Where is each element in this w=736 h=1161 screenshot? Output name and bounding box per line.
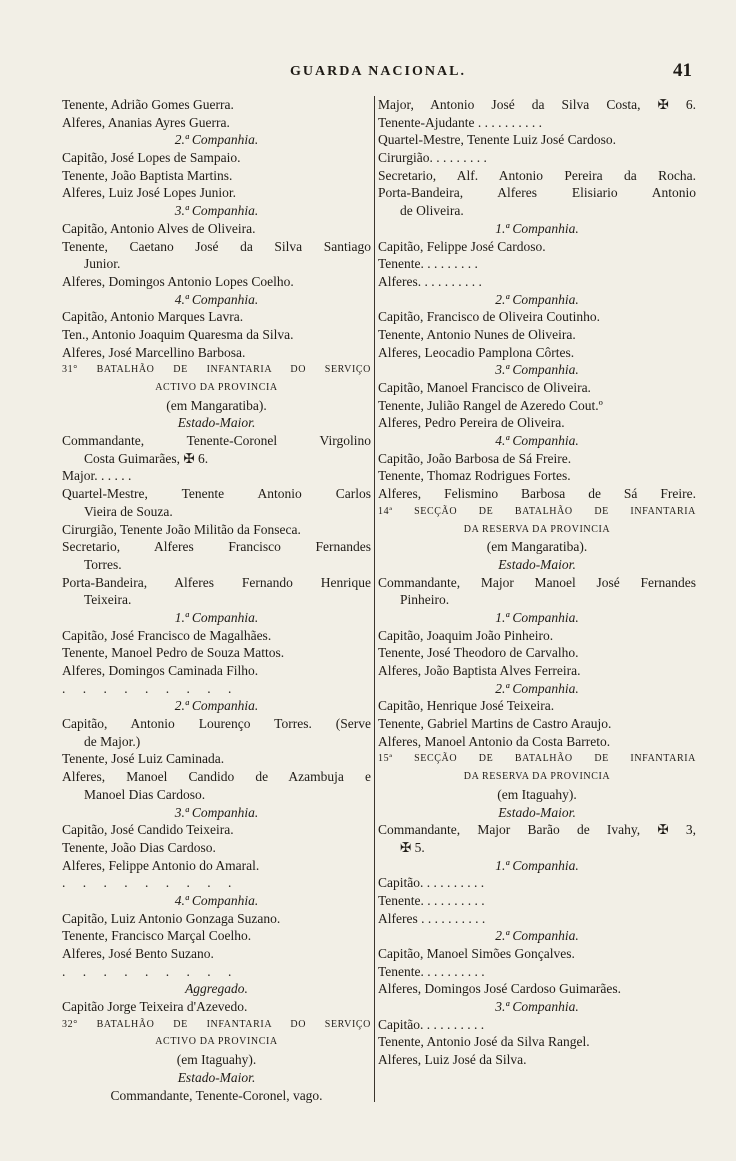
battalion-heading: 15ª SECÇÃO DE BATALHÃO DE INFANTARIA (378, 753, 696, 765)
text-line: Alferes, Felismino Barbosa de Sá Freire. (378, 486, 696, 502)
section-heading: 1.ª Companhia. (174, 609, 259, 625)
text-line: Capitão, José Lopes de Sampaio. (62, 150, 241, 166)
text-line: Capitão, Manoel Francisco de Oliveira. (378, 380, 591, 395)
section-heading: 3.ª Companhia. (174, 804, 259, 820)
text-line: Tenente. . . . . . . . . . (378, 963, 485, 979)
text-line: Alferes, Domingos José Cardoso Guimarães. (378, 981, 621, 997)
page-header (62, 60, 694, 88)
text-line: Commandante, Major Barão de Ivahy, ✠ 3, (378, 822, 696, 838)
text-line: Capitão, Francisco de Oliveira Coutinho. (378, 309, 600, 325)
text-line: Capitão. . . . . . . . . . (378, 875, 485, 891)
text-line: Tenente, Antonio Nunes de Oliveira. (378, 326, 576, 342)
text-line: Tenente, João Dias Cardoso. (62, 839, 216, 855)
text-line: Alferes, José Marcellino Barbosa. (62, 344, 246, 360)
text-line: Porta-Bandeira, Alferes Elisiario Antonio (378, 185, 696, 201)
section-heading: Estado-Maior. (177, 1069, 256, 1085)
section-heading: 2.ª Companhia. (495, 291, 579, 307)
text-line: Capitão, José Candido Teixeira. (62, 822, 234, 838)
text-line: Tenente. . . . . . . . . . (378, 892, 485, 908)
text-line: Capitão. . . . . . . . . . (378, 1016, 485, 1032)
section-heading: DA RESERVA DA PROVINCIA (463, 771, 611, 783)
text-line: Alferes, Domingos Antonio Lopes Coelho. (62, 273, 294, 289)
text-line: Alferes, Felippe Antonio do Amaral. (62, 857, 260, 873)
text-line: Capitão, José Francisco de Magalhães. (62, 627, 272, 643)
text-line: Tenente, João Baptista Martins. (62, 167, 233, 183)
text-line: Alferes, João Baptista Alves Ferreira. (378, 663, 581, 678)
section-heading: ACTIVO DA PROVINCIA (155, 1036, 278, 1048)
text-line: Tenente. . . . . . . . . (378, 256, 478, 272)
text-line: Alferes, Manoel Candido de Azambuja e (62, 769, 371, 785)
text-line: Capitão, Joaquim João Pinheiro. (378, 627, 554, 643)
section-heading: 2.ª Companhia. (495, 680, 579, 696)
section-heading: 1.ª Companhia. (495, 609, 579, 625)
section-heading: 4.ª Companhia. (495, 433, 579, 449)
text-line: Tenente, Thomaz Rodrigues Fortes. (378, 468, 571, 484)
right-column (378, 96, 696, 1069)
section-heading: Estado-Maior. (498, 804, 576, 820)
text-line: Vieira de Souza. (84, 503, 173, 519)
section-heading: Aggregado. (185, 981, 248, 997)
column-rule (374, 96, 375, 1102)
text-line: Alferes, Leocadio Pamplona Côrtes. (378, 344, 575, 360)
text-line: Tenente, Francisco Marçal Coelho. (62, 928, 252, 944)
text-line: Tenente, Antonio José da Silva Rangel. (378, 1034, 590, 1050)
text-line: Major, Antonio José da Silva Costa, ✠ 6. (378, 97, 696, 112)
section-heading: 3.ª Companhia. (495, 362, 579, 378)
left-column (62, 96, 371, 1104)
page-number: 41 (673, 60, 692, 81)
text-line: Ten., Antonio Joaquim Quaresma da Silva. (62, 326, 294, 342)
text-line: (em Itaguahy). (176, 1052, 257, 1068)
text-line: Costa Guimarães, ✠ 6. (84, 450, 209, 466)
text-line: Capitão, Felippe José Cardoso. (378, 238, 546, 254)
text-line: (em Mangaratiba). (166, 397, 267, 413)
text-line: Commandante, Major Manoel José Fernandes (378, 574, 696, 590)
text-line: Tenente, Gabriel Martins de Castro Araujo. (378, 716, 612, 732)
text-line: Tenente, Adrião Gomes Guerra. (62, 97, 234, 112)
text-line: Torres. (84, 556, 122, 572)
text-line: Capitão, Antonio Lourenço Torres. (Serve (62, 716, 371, 732)
text-line: de Major.) (84, 733, 141, 749)
battalion-heading: 31° BATALHÃO DE INFANTARIA DO SERVIÇO (62, 364, 371, 376)
text-line: Capitão, Antonio Alves de Oliveira. (62, 220, 256, 236)
text-line: . . . . . . . . . (62, 875, 239, 891)
text-line: Quartel-Mestre, Tenente Antonio Carlos (62, 486, 371, 502)
section-heading: 4.ª Companhia. (174, 892, 259, 908)
text-line: Alferes . . . . . . . . . . (378, 910, 486, 926)
section-heading: Estado-Maior. (498, 556, 576, 572)
section-heading: 2.ª Companhia. (495, 928, 579, 944)
section-heading: 3.ª Companhia. (174, 203, 259, 219)
text-line: Manoel Dias Cardoso. (84, 786, 206, 802)
text-line: . . . . . . . . . (62, 963, 239, 979)
section-heading: 4.ª Companhia. (174, 291, 259, 307)
text-line: Alferes, Manoel Antonio da Costa Barreto. (378, 733, 611, 749)
text-line: Pinheiro. (400, 592, 450, 608)
section-heading: Estado-Maior. (177, 415, 256, 431)
text-line: (em Mangaratiba). (486, 539, 588, 555)
text-line: Major. . . . . . (62, 468, 132, 484)
text-line: Junior. (84, 256, 121, 272)
text-line: Tenente, José Theodoro de Carvalho. (378, 645, 579, 661)
section-heading: DA RESERVA DA PROVINCIA (463, 523, 611, 535)
text-line: Commandante, Tenente-Coronel, vago. (110, 1087, 323, 1103)
section-heading: 3.ª Companhia. (495, 999, 579, 1015)
text-line: Capitão, Henrique José Teixeira. (378, 698, 555, 714)
text-line: (em Itaguahy). (497, 786, 577, 802)
text-line: Alferes, Luiz José da Silva. (378, 1052, 527, 1068)
battalion-heading: 32° BATALHÃO DE INFANTARIA DO SERVIÇO (62, 1018, 371, 1030)
section-heading: 2.ª Companhia. (174, 132, 259, 148)
section-heading: ACTIVO DA PROVINCIA (155, 382, 278, 393)
section-heading: 1.ª Companhia. (495, 857, 579, 873)
text-line: Alferes, Ananias Ayres Guerra. (62, 114, 230, 130)
text-line: de Oliveira. (400, 203, 464, 219)
text-line: ✠ 5. (400, 839, 425, 855)
text-line: Alferes, José Bento Suzano. (62, 946, 214, 961)
text-line: Alferes, Pedro Pereira de Oliveira. (378, 415, 565, 431)
text-line: Tenente, Caetano José da Silva Santiago (62, 238, 371, 254)
text-line: Cirurgião, Tenente João Militão da Fonseca. (62, 521, 301, 537)
text-line: Quartel-Mestre, Tenente Luiz José Cardoso. (378, 132, 616, 148)
text-line: Alferes, Luiz José Lopes Junior. (62, 185, 236, 201)
text-line: Capitão, Manoel Simões Gonçalves. (378, 946, 575, 961)
text-line: Capitão, Luiz Antonio Gonzaga Suzano. (62, 910, 281, 926)
text-line: Alferes, Domingos Caminada Filho. (62, 663, 259, 678)
text-line: Capitão, Antonio Marques Lavra. (62, 309, 244, 325)
text-line: Secretario, Alferes Francisco Fernandes (62, 539, 371, 555)
text-line: . . . . . . . . . (62, 680, 239, 696)
text-line: Tenente-Ajudante . . . . . . . . . . (378, 114, 543, 130)
battalion-heading: 14ª SECÇÃO DE BATALHÃO DE INFANTARIA (378, 505, 696, 517)
text-line: Porta-Bandeira, Alferes Fernando Henrique (62, 574, 371, 590)
section-heading: 2.ª Companhia. (174, 698, 259, 714)
text-line: Capitão Jorge Teixeira d'Azevedo. (62, 999, 248, 1015)
text-line: Teixeira. (84, 592, 132, 608)
text-line: Capitão, João Barbosa de Sá Freire. (378, 450, 572, 466)
text-line: Tenente, Manoel Pedro de Souza Mattos. (62, 645, 285, 661)
section-heading: 1.ª Companhia. (495, 220, 579, 236)
text-line: Tenente, José Luiz Caminada. (62, 751, 225, 767)
text-line: Alferes. . . . . . . . . . (378, 273, 482, 289)
text-line: Cirurgião. . . . . . . . . (378, 150, 487, 166)
running-head: GUARDA NACIONAL. (290, 64, 466, 79)
text-line: Commandante, Tenente-Coronel Virgolino (62, 433, 371, 449)
text-line: Secretario, Alf. Antonio Pereira da Rocha. (378, 167, 696, 183)
text-line: Tenente, Julião Rangel de Azeredo Cout.º (378, 397, 603, 413)
